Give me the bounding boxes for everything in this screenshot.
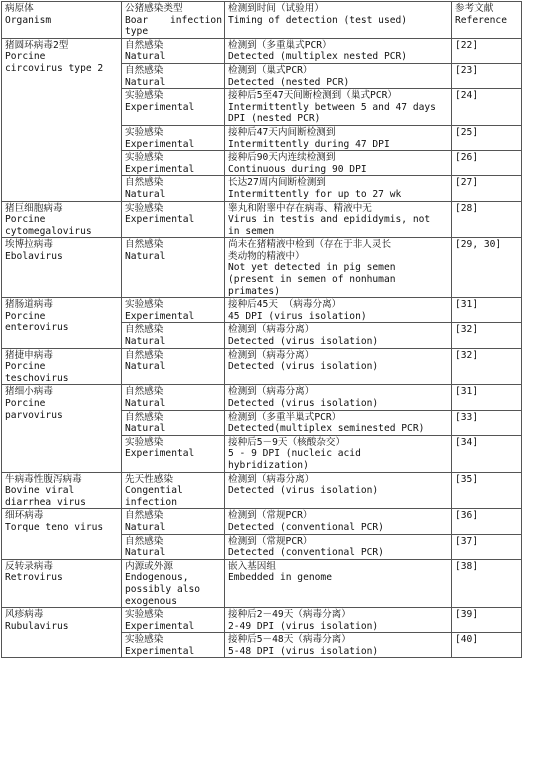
header-organism-en: Organism bbox=[5, 14, 52, 26]
reference-number: [32] bbox=[455, 324, 479, 336]
infection-type-line: Experimental bbox=[125, 138, 195, 150]
header-timing-zh: 检测到时间（试验用） bbox=[228, 3, 324, 14]
detection-timing-cell bbox=[225, 559, 452, 607]
reference-number: [23] bbox=[455, 64, 479, 76]
header-infection-en: Boar infection type bbox=[125, 14, 222, 38]
infection-type-cell bbox=[122, 298, 225, 323]
reference-number: [25] bbox=[455, 126, 479, 138]
organism-line: Porcine bbox=[5, 310, 46, 322]
reference-cell bbox=[452, 38, 522, 63]
detection-timing-line: 检测到（常规PCR） bbox=[228, 510, 313, 522]
infection-type-cell bbox=[122, 176, 225, 201]
header-reference bbox=[452, 2, 522, 39]
infection-type-cell bbox=[122, 435, 225, 472]
infection-type-cell bbox=[122, 559, 225, 607]
reference-cell bbox=[452, 435, 522, 472]
reference-cell bbox=[452, 348, 522, 385]
reference-cell bbox=[452, 298, 522, 323]
detection-timing-line: 尚未在猪精液中检到（存在于非人灵长 bbox=[228, 239, 392, 251]
organism-line: 猪细小病毒 bbox=[5, 386, 53, 398]
detection-timing-line: Detected (multiplex nested PCR) bbox=[228, 51, 408, 63]
detection-timing-line: 检测到（病毒分离） bbox=[228, 324, 315, 336]
detection-timing-cell bbox=[225, 298, 452, 323]
reference-cell bbox=[452, 238, 522, 298]
detection-timing-line: Detected(multiplex seminested PCR) bbox=[228, 423, 425, 435]
infection-type-line: Natural bbox=[125, 188, 166, 200]
reference-cell bbox=[452, 125, 522, 150]
detection-timing-cell bbox=[225, 608, 452, 633]
organism-line: 猪巨细胞病毒 bbox=[5, 202, 63, 214]
detection-timing-line: 检测到（病毒分离） bbox=[228, 386, 315, 398]
reference-cell bbox=[452, 410, 522, 435]
detection-timing-line: Detected (virus isolation) bbox=[228, 485, 379, 497]
detection-timing-cell bbox=[225, 348, 452, 385]
reference-number: [38] bbox=[455, 560, 479, 572]
detection-timing-line: 嵌入基因组 bbox=[228, 560, 276, 572]
organism-line: enterovirus bbox=[5, 322, 69, 334]
header-timing bbox=[225, 2, 452, 39]
organism-line: Bovine viral bbox=[5, 485, 75, 497]
infection-type-line: 自然感染 bbox=[125, 324, 164, 336]
reference-cell bbox=[452, 63, 522, 88]
infection-type-cell bbox=[122, 125, 225, 150]
detection-timing-cell bbox=[225, 323, 452, 348]
reference-cell bbox=[452, 385, 522, 410]
organism-cell bbox=[2, 559, 122, 607]
detection-timing-cell bbox=[225, 38, 452, 63]
detection-timing-line: Detected (conventional PCR) bbox=[228, 521, 384, 533]
infection-type-line: 自然感染 bbox=[125, 411, 164, 423]
infection-type-line: Natural bbox=[125, 51, 166, 63]
organism-line: 牛病毒性腹泻病毒 bbox=[5, 473, 82, 485]
infection-type-line: Natural bbox=[125, 361, 166, 373]
reference-cell bbox=[452, 201, 522, 238]
organism-cell bbox=[2, 238, 122, 298]
detection-timing-line: Detected (nested PCR) bbox=[228, 76, 350, 88]
detection-timing-line: 检测到（巢式PCR） bbox=[228, 64, 313, 76]
infection-type-cell bbox=[122, 38, 225, 63]
infection-type-line: possibly also bbox=[125, 583, 201, 595]
infection-type-line: Experimental bbox=[125, 645, 195, 657]
infection-type-line: Natural bbox=[125, 336, 166, 348]
organism-cell bbox=[2, 608, 122, 658]
detection-timing-cell bbox=[225, 435, 452, 472]
infection-type-cell bbox=[122, 608, 225, 633]
infection-type-cell bbox=[122, 151, 225, 176]
infection-type-line: infection bbox=[125, 496, 177, 508]
detection-timing-line: 接种后45天 （病毒分离） bbox=[228, 299, 342, 311]
infection-type-cell bbox=[122, 410, 225, 435]
infection-type-line: Experimental bbox=[125, 448, 195, 460]
detection-timing-line: 检测到（多重巢式PCR） bbox=[228, 39, 332, 51]
infection-type-cell bbox=[122, 509, 225, 534]
infection-type-line: 自然感染 bbox=[125, 510, 164, 522]
detection-timing-line: Virus in testis and epididymis, not bbox=[228, 214, 431, 226]
detection-timing-cell bbox=[225, 509, 452, 534]
detection-timing-line: 接种后5－9天（核酸杂交） bbox=[228, 436, 346, 448]
infection-type-line: Natural bbox=[125, 423, 166, 435]
reference-number: [32] bbox=[455, 349, 479, 361]
reference-number: [26] bbox=[455, 152, 479, 164]
table-body bbox=[2, 2, 522, 658]
organism-line: 猪圆环病毒2型 bbox=[5, 39, 69, 51]
detection-timing-line: 检测到（病毒分离） bbox=[228, 473, 315, 485]
detection-timing-cell bbox=[225, 201, 452, 238]
table-row bbox=[2, 38, 522, 63]
detection-timing-cell bbox=[225, 151, 452, 176]
detection-timing-line: in semen bbox=[228, 225, 275, 237]
infection-type-cell bbox=[122, 385, 225, 410]
virus-detection-table bbox=[1, 1, 522, 658]
infection-type-line: 自然感染 bbox=[125, 239, 164, 251]
detection-timing-line: 接种后5－48天（病毒分离） bbox=[228, 634, 351, 646]
organism-line: parvovirus bbox=[5, 409, 63, 421]
detection-timing-line: (present in semen of nonhuman bbox=[228, 274, 396, 286]
reference-number: [40] bbox=[455, 634, 479, 646]
detection-timing-line: Detected (virus isolation) bbox=[228, 361, 379, 373]
organism-line: Porcine bbox=[5, 398, 46, 409]
organism-line: circovirus type 2 bbox=[5, 62, 104, 74]
detection-timing-line: 类动物的精液中） bbox=[228, 250, 305, 262]
detection-timing-line: Intermittently during 47 DPI bbox=[228, 138, 390, 150]
infection-type-line: 实验感染 bbox=[125, 152, 164, 164]
organism-cell bbox=[2, 385, 122, 472]
organism-cell bbox=[2, 38, 122, 201]
reference-cell bbox=[452, 633, 522, 658]
detection-timing-cell bbox=[225, 410, 452, 435]
table-row bbox=[2, 559, 522, 607]
header-reference-zh: 参考文献 bbox=[455, 3, 494, 14]
reference-cell bbox=[452, 151, 522, 176]
infection-type-line: 自然感染 bbox=[125, 177, 164, 189]
organism-line: 猪肠道病毒 bbox=[5, 299, 53, 311]
organism-line: 反转录病毒 bbox=[5, 560, 53, 572]
reference-number: [39] bbox=[455, 609, 479, 621]
infection-type-line: Natural bbox=[125, 76, 166, 88]
detection-timing-line: 45 DPI (virus isolation) bbox=[228, 310, 367, 322]
table-row bbox=[2, 608, 522, 633]
infection-type-line: 实验感染 bbox=[125, 202, 164, 214]
infection-type-line: 实验感染 bbox=[125, 436, 164, 448]
infection-type-line: 自然感染 bbox=[125, 349, 164, 361]
detection-timing-line: 检测到（多重半巢式PCR） bbox=[228, 411, 342, 423]
detection-timing-line: 接种后2－49天（病毒分离） bbox=[228, 609, 351, 621]
infection-type-cell bbox=[122, 534, 225, 559]
detection-timing-line: 检测到（常规PCR） bbox=[228, 535, 313, 547]
organism-cell bbox=[2, 472, 122, 509]
infection-type-line: Natural bbox=[125, 250, 166, 262]
detection-timing-line: 长达27周内间断检测到 bbox=[228, 177, 326, 189]
detection-timing-line: 接种后47天内间断检测到 bbox=[228, 126, 336, 138]
table-row bbox=[2, 238, 522, 298]
infection-type-line: 实验感染 bbox=[125, 299, 164, 311]
organism-line: Torque teno virus bbox=[5, 521, 104, 533]
reference-number: [31] bbox=[455, 386, 479, 398]
reference-cell bbox=[452, 534, 522, 559]
infection-type-line: 先天性感染 bbox=[125, 473, 173, 485]
reference-cell bbox=[452, 559, 522, 607]
infection-type-line: Experimental bbox=[125, 214, 195, 226]
detection-timing-cell bbox=[225, 472, 452, 509]
reference-number: [35] bbox=[455, 473, 479, 485]
reference-number: [33] bbox=[455, 411, 479, 423]
infection-type-line: 内源或外源 bbox=[125, 560, 173, 572]
reference-number: [37] bbox=[455, 535, 479, 547]
organism-cell bbox=[2, 298, 122, 348]
reference-cell bbox=[452, 472, 522, 509]
detection-timing-line: Intermittently for up to 27 wk bbox=[228, 188, 402, 200]
detection-timing-line: Not yet detected in pig semen bbox=[228, 262, 396, 274]
reference-number: [34] bbox=[455, 436, 479, 448]
detection-timing-line: DPI (nested PCR) bbox=[228, 113, 321, 125]
detection-timing-cell bbox=[225, 176, 452, 201]
table-row bbox=[2, 509, 522, 534]
header-infection-zh: 公猪感染类型 bbox=[125, 3, 183, 14]
infection-type-line: Experimental bbox=[125, 163, 195, 175]
infection-type-line: 实验感染 bbox=[125, 90, 164, 102]
infection-type-cell bbox=[122, 472, 225, 509]
detection-timing-line: Continuous during 90 DPI bbox=[228, 163, 367, 175]
infection-type-line: 自然感染 bbox=[125, 535, 164, 547]
header-organism bbox=[2, 2, 122, 39]
organism-cell bbox=[2, 509, 122, 559]
infection-type-line: 实验感染 bbox=[125, 634, 164, 646]
detection-timing-cell bbox=[225, 385, 452, 410]
reference-number: [27] bbox=[455, 177, 479, 189]
detection-timing-cell bbox=[225, 238, 452, 298]
detection-timing-cell bbox=[225, 63, 452, 88]
infection-type-cell bbox=[122, 201, 225, 238]
infection-type-line: Natural bbox=[125, 398, 166, 409]
organism-cell bbox=[2, 201, 122, 238]
detection-timing-line: Detected (conventional PCR) bbox=[228, 547, 384, 559]
reference-number: [24] bbox=[455, 90, 479, 102]
detection-timing-line: Intermittently between 5 and 47 days bbox=[228, 101, 436, 113]
detection-timing-cell bbox=[225, 89, 452, 126]
detection-timing-line: 睾丸和附睾中存在病毒、精液中无 bbox=[228, 202, 372, 214]
infection-type-cell bbox=[122, 633, 225, 658]
detection-timing-line: 接种后5至47天间断检测到（巢式PCR） bbox=[228, 90, 397, 102]
header-timing-en: Timing of detection (test used) bbox=[228, 14, 408, 26]
infection-type-cell bbox=[122, 323, 225, 348]
infection-type-cell bbox=[122, 89, 225, 126]
organism-line: teschovirus bbox=[5, 372, 69, 384]
detection-timing-line: hybridization) bbox=[228, 459, 309, 471]
organism-line: Porcine bbox=[5, 214, 46, 226]
detection-timing-line: Embedded in genome bbox=[228, 572, 332, 584]
infection-type-line: Experimental bbox=[125, 101, 195, 113]
organism-line: 猪捷申病毒 bbox=[5, 349, 53, 361]
reference-number: [36] bbox=[455, 510, 479, 522]
infection-type-line: Natural bbox=[125, 547, 166, 559]
table-row bbox=[2, 348, 522, 385]
table-row bbox=[2, 201, 522, 238]
reference-cell bbox=[452, 323, 522, 348]
infection-type-line: Endogenous, bbox=[125, 572, 189, 584]
organism-line: 细环病毒 bbox=[5, 510, 44, 522]
reference-number: [29, 30] bbox=[455, 239, 502, 251]
table-row bbox=[2, 385, 522, 410]
organism-line: Retrovirus bbox=[5, 572, 63, 584]
infection-type-cell bbox=[122, 238, 225, 298]
organism-line: Porcine bbox=[5, 361, 46, 373]
infection-type-line: exogenous bbox=[125, 595, 177, 607]
detection-timing-line: 接种后90天内连续检测到 bbox=[228, 152, 336, 164]
reference-cell bbox=[452, 89, 522, 126]
detection-timing-line: 检测到（病毒分离） bbox=[228, 349, 315, 361]
detection-timing-line: primates) bbox=[228, 285, 280, 297]
header-row bbox=[2, 2, 522, 39]
reference-cell bbox=[452, 176, 522, 201]
detection-timing-cell bbox=[225, 633, 452, 658]
infection-type-line: 实验感染 bbox=[125, 126, 164, 138]
detection-timing-line: Detected (virus isolation) bbox=[228, 398, 379, 409]
header-infection bbox=[122, 2, 225, 39]
infection-type-cell bbox=[122, 63, 225, 88]
header-reference-en: Reference bbox=[455, 14, 507, 26]
header-organism-zh: 病原体 bbox=[5, 3, 34, 14]
organism-cell bbox=[2, 348, 122, 385]
detection-timing-cell bbox=[225, 125, 452, 150]
organism-line: 埃博拉病毒 bbox=[5, 239, 53, 251]
infection-type-line: Congential bbox=[125, 485, 183, 497]
infection-type-line: Natural bbox=[125, 521, 166, 533]
detection-timing-line: 5 - 9 DPI (nucleic acid bbox=[228, 448, 361, 460]
infection-type-line: 实验感染 bbox=[125, 609, 164, 621]
infection-type-cell bbox=[122, 348, 225, 385]
table-row bbox=[2, 472, 522, 509]
reference-number: [31] bbox=[455, 299, 479, 311]
organism-line: Rubulavirus bbox=[5, 620, 69, 632]
organism-line: diarrhea virus bbox=[5, 496, 86, 508]
organism-line: 风疹病毒 bbox=[5, 609, 44, 621]
organism-line: Ebolavirus bbox=[5, 250, 63, 262]
infection-type-line: 自然感染 bbox=[125, 386, 164, 398]
infection-type-line: 自然感染 bbox=[125, 64, 164, 76]
reference-cell bbox=[452, 608, 522, 633]
detection-timing-cell bbox=[225, 534, 452, 559]
infection-type-line: Experimental bbox=[125, 310, 195, 322]
infection-type-line: 自然感染 bbox=[125, 39, 164, 51]
organism-line: cytomegalovirus bbox=[5, 225, 92, 237]
infection-type-line: Experimental bbox=[125, 620, 195, 632]
detection-timing-line: Detected (virus isolation) bbox=[228, 336, 379, 348]
organism-line: Porcine bbox=[5, 51, 46, 63]
detection-timing-line: 5-48 DPI (virus isolation) bbox=[228, 645, 379, 657]
reference-cell bbox=[452, 509, 522, 534]
table-row bbox=[2, 298, 522, 323]
detection-timing-line: 2-49 DPI (virus isolation) bbox=[228, 620, 379, 632]
reference-number: [28] bbox=[455, 202, 479, 214]
reference-number: [22] bbox=[455, 39, 479, 51]
